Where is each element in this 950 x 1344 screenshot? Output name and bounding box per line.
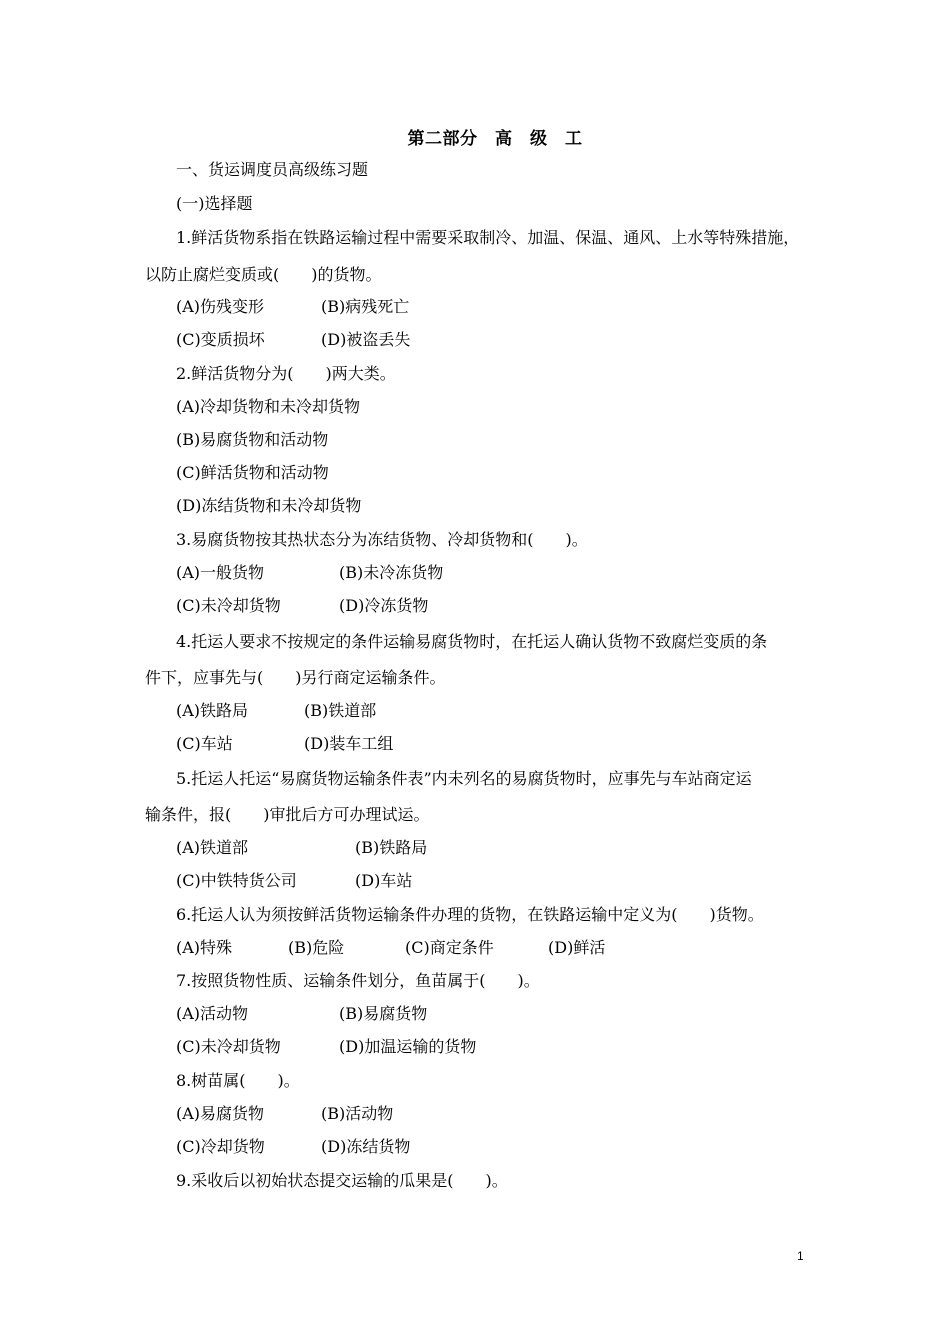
question-6-option-b: (B)危险 xyxy=(288,938,345,957)
question-1-option-b: (B)病残死亡 xyxy=(321,297,410,316)
question-4-option-c: (C)车站 xyxy=(176,734,233,753)
question-5-option-d: (D)车站 xyxy=(355,871,413,890)
question-6-option-c: (C)商定条件 xyxy=(405,938,494,957)
question-6-option-d: (D)鲜活 xyxy=(548,938,606,957)
question-8-option-b: (B)活动物 xyxy=(321,1104,394,1123)
question-4-stem-line-2: 件下，应事先与( )另行商定运输条件。 xyxy=(145,668,446,687)
question-2-option-d: (D)冻结货物和未冷却货物 xyxy=(176,496,362,515)
question-4-stem-line-1: 4.托运人要求不按规定的条件运输易腐货物时，在托运人确认货物不致腐烂变质的条 xyxy=(176,632,768,651)
question-7-option-a: (A)活动物 xyxy=(176,1004,249,1023)
question-4-option-b: (B)铁道部 xyxy=(304,701,377,720)
question-1-option-d: (D)被盗丢失 xyxy=(321,330,411,349)
question-5-option-a: (A)铁道部 xyxy=(176,838,249,857)
question-8-stem-line-1: 8.树苗属( )。 xyxy=(176,1071,300,1090)
section-heading: 一、货运调度员高级练习题 xyxy=(176,160,369,179)
question-7-option-c: (C)未冷却货物 xyxy=(176,1037,281,1056)
question-3-option-c: (C)未冷却货物 xyxy=(176,596,281,615)
question-7-option-b: (B)易腐货物 xyxy=(339,1004,428,1023)
page-number: 1 xyxy=(797,1249,804,1263)
question-8-option-d: (D)冻结货物 xyxy=(321,1137,411,1156)
question-5-stem-line-2: 输条件，报( )审批后方可办理试运。 xyxy=(145,805,430,824)
question-8-option-a: (A)易腐货物 xyxy=(176,1104,265,1123)
question-1-option-c: (C)变质损坏 xyxy=(176,330,265,349)
question-1-option-a: (A)伤残变形 xyxy=(176,297,265,316)
question-1-stem-line-2: 以防止腐烂变质或( )的货物。 xyxy=(145,265,382,284)
question-3-option-d: (D)冷冻货物 xyxy=(339,596,429,615)
question-2-option-c: (C)鲜活货物和活动物 xyxy=(176,463,329,482)
question-3-option-a: (A)一般货物 xyxy=(176,563,265,582)
question-3-option-b: (B)未冷冻货物 xyxy=(339,563,444,582)
question-2-option-b: (B)易腐货物和活动物 xyxy=(176,430,329,449)
page-title: 第二部分 高 级 工 xyxy=(407,129,583,149)
question-6-option-a: (A)特殊 xyxy=(176,938,233,957)
question-4-option-a: (A)铁路局 xyxy=(176,701,249,720)
question-5-option-c: (C)中铁特货公司 xyxy=(176,871,297,890)
subsection-heading: (一)选择题 xyxy=(176,194,253,213)
question-5-stem-line-1: 5.托运人托运“易腐货物运输条件表”内未列名的易腐货物时，应事先与车站商定运 xyxy=(176,769,752,788)
question-3-stem-line-1: 3.易腐货物按其热状态分为冻结货物、冷却货物和( )。 xyxy=(176,530,588,549)
question-1-stem-line-1: 1.鲜活货物系指在铁路运输过程中需要采取制冷、加温、保温、通风、上水等特殊措施， xyxy=(176,228,800,247)
question-6-stem-line-1: 6.托运人认为须按鲜活货物运输条件办理的货物，在铁路运输中定义为( )货物。 xyxy=(176,905,764,924)
question-4-option-d: (D)装车工组 xyxy=(304,734,394,753)
question-5-option-b: (B)铁路局 xyxy=(355,838,428,857)
question-8-option-c: (C)冷却货物 xyxy=(176,1137,265,1156)
question-2-option-a: (A)冷却货物和未冷却货物 xyxy=(176,397,361,416)
question-7-stem-line-1: 7.按照货物性质、运输条件划分，鱼苗属于( )。 xyxy=(176,971,540,990)
question-9-stem-line-1: 9.采收后以初始状态提交运输的瓜果是( )。 xyxy=(176,1171,508,1190)
question-2-stem-line-1: 2.鲜活货物分为( )两大类。 xyxy=(176,364,396,383)
question-7-option-d: (D)加温运输的货物 xyxy=(339,1037,477,1056)
